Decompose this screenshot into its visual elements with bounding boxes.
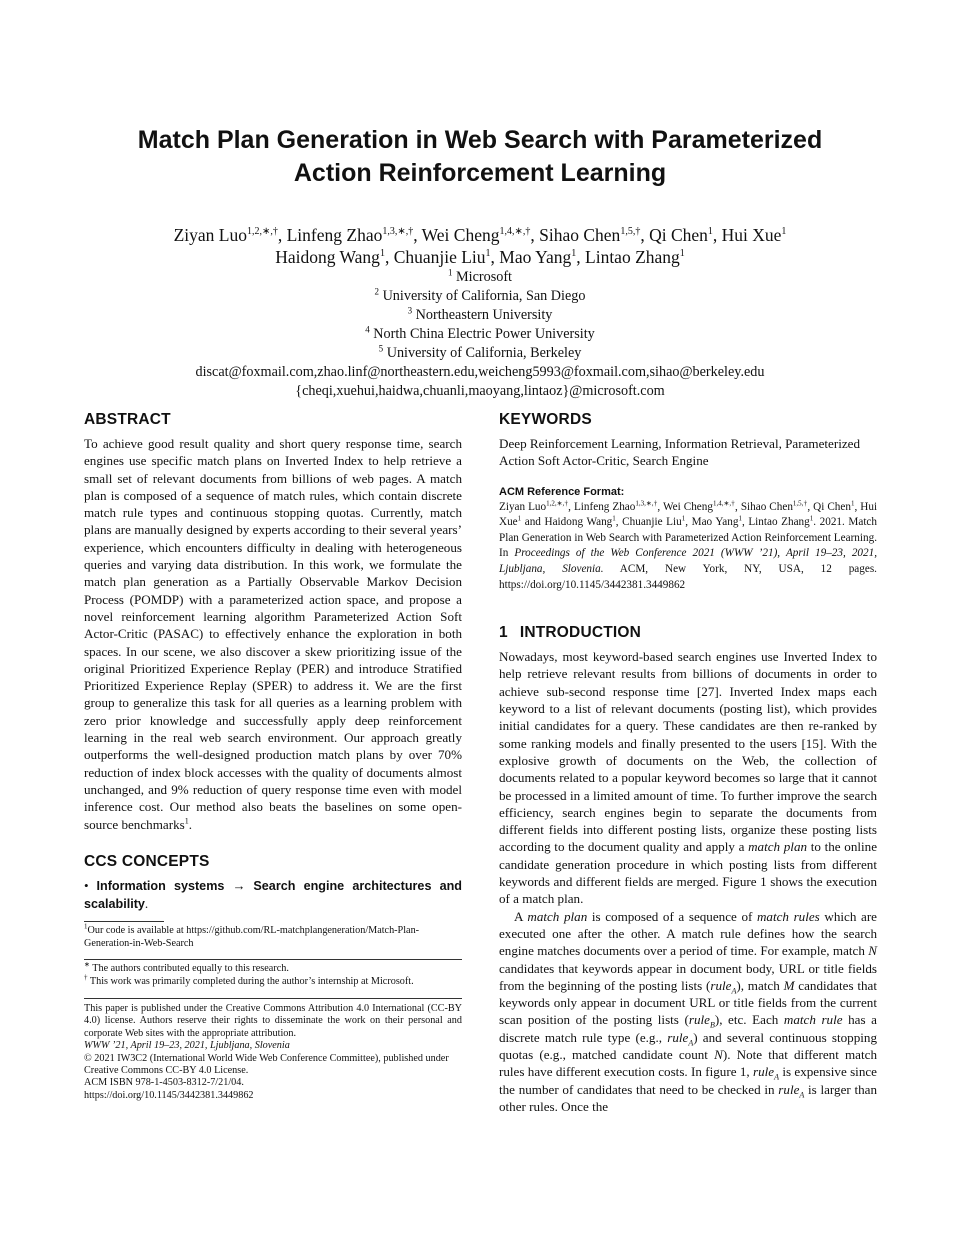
author-affiliation-mark: 1 [681,514,686,523]
affiliation-4: $^4$ North China Electric Power University [365,324,595,342]
author-name: Hui Xue [499,500,878,529]
title-line-1: Match Plan Generation in Web Search with Parameterized [137,126,823,154]
author-affiliation-mark: 1,2,∗,† [546,498,569,507]
author-affiliation-mark: 1,5,† [620,226,641,238]
left-column [84,410,462,1102]
author-affiliation-mark: 1 [809,514,814,523]
keywords-heading: KEYWORDS [499,411,592,428]
author-affiliation-mark: 1,2,∗,† [246,226,278,238]
header-author [649,225,713,245]
copyright-line: © 2021 IW3C2 (International World Wide Web Conference Committee), published under Creative Commons CC-BY 4.0 License. [84,1052,449,1077]
footnote-ref-1: 1 [184,816,189,826]
author-name: Qi Chen [813,500,851,513]
header-author [539,225,640,245]
acm-reference-text: Ziyan Luo$^{1,2,∗,\dagger}$, Linfeng Zhao$^{1,3,∗,\dagger}$, Wei Cheng$^{1,4,∗,\dagger}$, Sihao Chen$^{1,5,\dagger}$, Qi Chen$^1$, Hui Xue$^1$ and Haidong Wang$^1$, Chuanjie Liu$^1$, Mao Yang$^1$, Lintao Zhang$^1$. 2021. Match Plan Generation in Web Search with Parameterized Action Reinforcement Learning. In Proceedings of the Web Conference 2021 (WWW ’21), April 19–23, 2021, Ljubljana, Slovenia. ACM, New York, NY, USA, 12 pages. https://doi.org/10.1145/3442381.3449862 [499,498,878,591]
header-author [499,247,576,267]
acm-author [663,498,735,513]
introduction-heading: 1 INTRODUCTION [499,624,642,642]
ccs-concepts: • Information systems → Search engine architectures and scalability. [84,877,463,912]
isbn-line: ACM ISBN 978-1-4503-8312-7/21/04. [84,1077,244,1089]
affiliation-1: $^1$ Microsoft [447,267,512,285]
author-affiliation-mark: 1,4,∗,† [712,498,735,507]
author-affiliation-mark: 1 [781,226,787,238]
ccs-heading: CCS CONCEPTS [84,852,210,870]
author-affiliation-mark: 1 [679,248,685,260]
acm-author [813,498,855,513]
abstract-heading: ABSTRACT [84,411,171,428]
author-name: Ziyan Luo [173,225,247,245]
affiliations [84,268,876,401]
license-text: This paper is published under the Creative Commons Attribution 4.0 International (CC-BY 4.0) license. Authors reserve their rights to disseminate the work on their personal and corporate Web sites with the appropriate attribution. [84,1003,462,1039]
acm-author [740,498,808,513]
author-affiliation-mark: 1 [707,226,713,238]
header-author [585,247,685,267]
header-author [287,225,414,245]
footnote-internship: † This work was primarily completed during the author’s internship at Microsoft. [84,973,414,987]
intro-paragraph-2: A match plan is composed of a sequence of match rules which are executed one after the other. A match rule defines how the search engine matches documents over a period of time. For example, match N candidates that keywords appear in document body, URL or title fields from the beginning of the posting lists (rule$_A$), match M candidates that keywords only appear in document URL or title fields from the current scan position of the posting lists (rule$_B$), etc. Each match rule has a discrete match rule type (e.g., rule$_A$) and several continuous stopping quotas (e.g., matched candidate count N). Note that different match rules have different execution costs. In figure 1, rule$_A$ is expensive since the number of candidates that need to be checked in rule$_A$ is larger than other rules. Once the [499,908,877,1114]
affiliation-5: $^5$ University of California, Berkeley [378,343,582,361]
acm-author [748,516,813,528]
author-list [84,224,876,268]
acm-author [692,516,742,528]
author-line-1: Ziyan Luo$^{1,2,∗,\dagger}$, Linfeng Zhao$^{1,3,∗,\dagger}$, Wei Cheng$^{1,4,∗,\dagger}$, Sihao Chen$^{1,5,\dagger}$, Qi Chen$^1$, Hui Xue$^1$ [173,225,787,245]
license-divider [84,998,462,999]
author-line-2: Haidong Wang$^1$, Chuanjie Liu$^1$, Mao Yang$^1$, Lintao Zhang$^1$ [275,247,685,267]
author-name: Wei Cheng [421,225,500,245]
author-name: Mao Yang [691,516,739,529]
author-name: Linfeng Zhao [573,500,636,513]
affiliation-2: $^2$ University of California, San Diego [374,286,586,304]
author-affiliation-mark: 1 [379,248,385,260]
author-name: Qi Chen [649,225,708,245]
author-name: Haidong Wang [275,247,380,267]
header-author [394,247,491,267]
header-author [174,225,278,245]
venue-line: WWW ’21, April 19–23, 2021, Ljubljana, Slovenia [84,1040,290,1052]
author-name: Hui Xue [721,225,782,245]
author-affiliation-mark: 1,4,∗,† [499,226,531,238]
intro-paragraph-1: Nowadays, most keyword-based search engines use Inverted Index to help retrieve relevant results from billions of documents in order to achieve sub-second response time [27]. Inverted Index maps each keyword to a list of relevant documents (posting list), which provides initial candidates for a query. These candidates are then re-ranked by some ranking models and finally presented to the users [15]. With the explosive growth of documents on the Web, the collection of documents related to a popular keyword becomes so large that it cannot be processed in a limited amount of time. To further improve the search efficiency, search engines begin to separate the documents from different fields into different posting lists, organize these posting lists according to the document quality and apply a match plan to the online candidate generation procedure in which posting lists from different keywords and different fields are merged. Figure 1 shows the execution of a match plan. [499,649,878,907]
author-affiliation-mark: 1 [571,248,577,260]
author-name: Lintao Zhang [748,516,810,529]
affiliation-3: $^3$ Northeastern University [407,305,553,323]
acm-reference-heading: ACM Reference Format: [499,485,625,498]
acm-reference-authors: Ziyan Luo$^{1,2,∗,\dagger}$, Linfeng Zhao$^{1,3,∗,\dagger}$, Wei Cheng$^{1,4,∗,\dagger}$, Sihao Chen$^{1,5,\dagger}$, Qi Chen$^1$, Hui Xue$^1$ and Haidong Wang$^1$, Chuanjie Liu$^1$, Mao Yang$^1$, Lintao Zhang$^1$ [499,498,878,529]
footnote-equal: ∗ The authors contributed equally to this research. [84,960,289,975]
paper-title [84,124,876,190]
email-line-1: discat@foxmail.com,zhao.linf@northeastern.edu,weicheng5993@foxmail.com,sihao@berkeley.edu [195,364,765,380]
acm-author [622,516,685,528]
author-name: Chuanjie Liu [393,247,486,267]
author-name: Sihao Chen [539,225,621,245]
title-line-2: Action Reinforcement Learning [293,159,667,187]
author-affiliation-mark: 1 [517,514,522,523]
footnote-divider [84,921,164,922]
author-affiliation-mark: 1,5,† [792,498,808,507]
author-name: Chuanjie Liu [622,516,682,529]
acm-author [573,498,658,513]
header-author [722,225,787,245]
author-affiliation-mark: 1 [850,498,855,507]
acm-author [545,516,616,528]
author-affiliation-mark: 1,3,∗,† [382,226,414,238]
footnote-divider-2 [84,959,462,960]
doi-line: https://doi.org/10.1145/3442381.3449862 [84,1089,254,1101]
footnote-code: $^1$Our code is available at https://github.com/RL-matchplangeneration/Match-Plan-Generation-in-Web-Search [84,923,420,949]
author-affiliation-mark: 1,3,∗,† [635,498,658,507]
author-name: Wei Cheng [663,500,713,513]
keywords-text: Deep Reinforcement Learning, Information Retrieval, Parameterized Action Soft Actor-Critic, Search Engine [499,436,861,469]
author-name: Sihao Chen [740,500,793,513]
author-affiliation-mark: 1 [738,514,742,523]
author-name: Linfeng Zhao [286,225,383,245]
author-name: Lintao Zhang [585,247,680,267]
author-name: Ziyan Luo [499,500,547,513]
acm-author [499,498,569,513]
author-affiliation-mark: 1 [612,514,616,523]
author-name: Mao Yang [499,247,572,267]
author-name: Haidong Wang [544,516,613,529]
email-line-2: {cheqi,xuehui,haidwa,chuanli,maoyang,lintaoz}@microsoft.com [295,383,665,399]
author-affiliation-mark: 1 [485,248,491,260]
header-author [422,225,531,245]
right-column [499,410,877,1115]
abstract-text: To achieve good result quality and short query response time, search engines use specific match plans on Inverted Index to help retrieve a small set of relevant documents from billions of web pages. A match plan is composed of a sequence of match rules, which contain discrete match rule types and continuous stopping quotas. Currently, match plans are manually designed by experts according to their several years’ experience, which encounters difficulty in dealing with heterogeneous queries and varying data distribution. In this work, we formulate the match plan generation as a Partially Observable Markov Decision Process (POMDP) with a parameterized action space, and propose a novel reinforcement learning algorithm Parameterized Action Soft Actor-Critic (PASAC) to effectively enhance the exploration in both spaces. In our scene, we also discover a skew prioritizing issue of the original Prioritized Experience Replay (PER) and introduce Stratified Prioritized Experience Replay (SPER) to address it. We are the first group to generalize this task for all queries as a learning problem with zero prior knowledge and successfully apply deep reinforcement learning in the real web search environment. Our approach greatly outperforms the well-designed production match plans by over 70% reduction of index block accesses with the quality of documents almost unchanged, and 9% reduction of query response time even with model inference cost. Our method also beats the baselines on some open-source benchmarks$^1$. [84,436,462,832]
header-author [275,247,385,267]
